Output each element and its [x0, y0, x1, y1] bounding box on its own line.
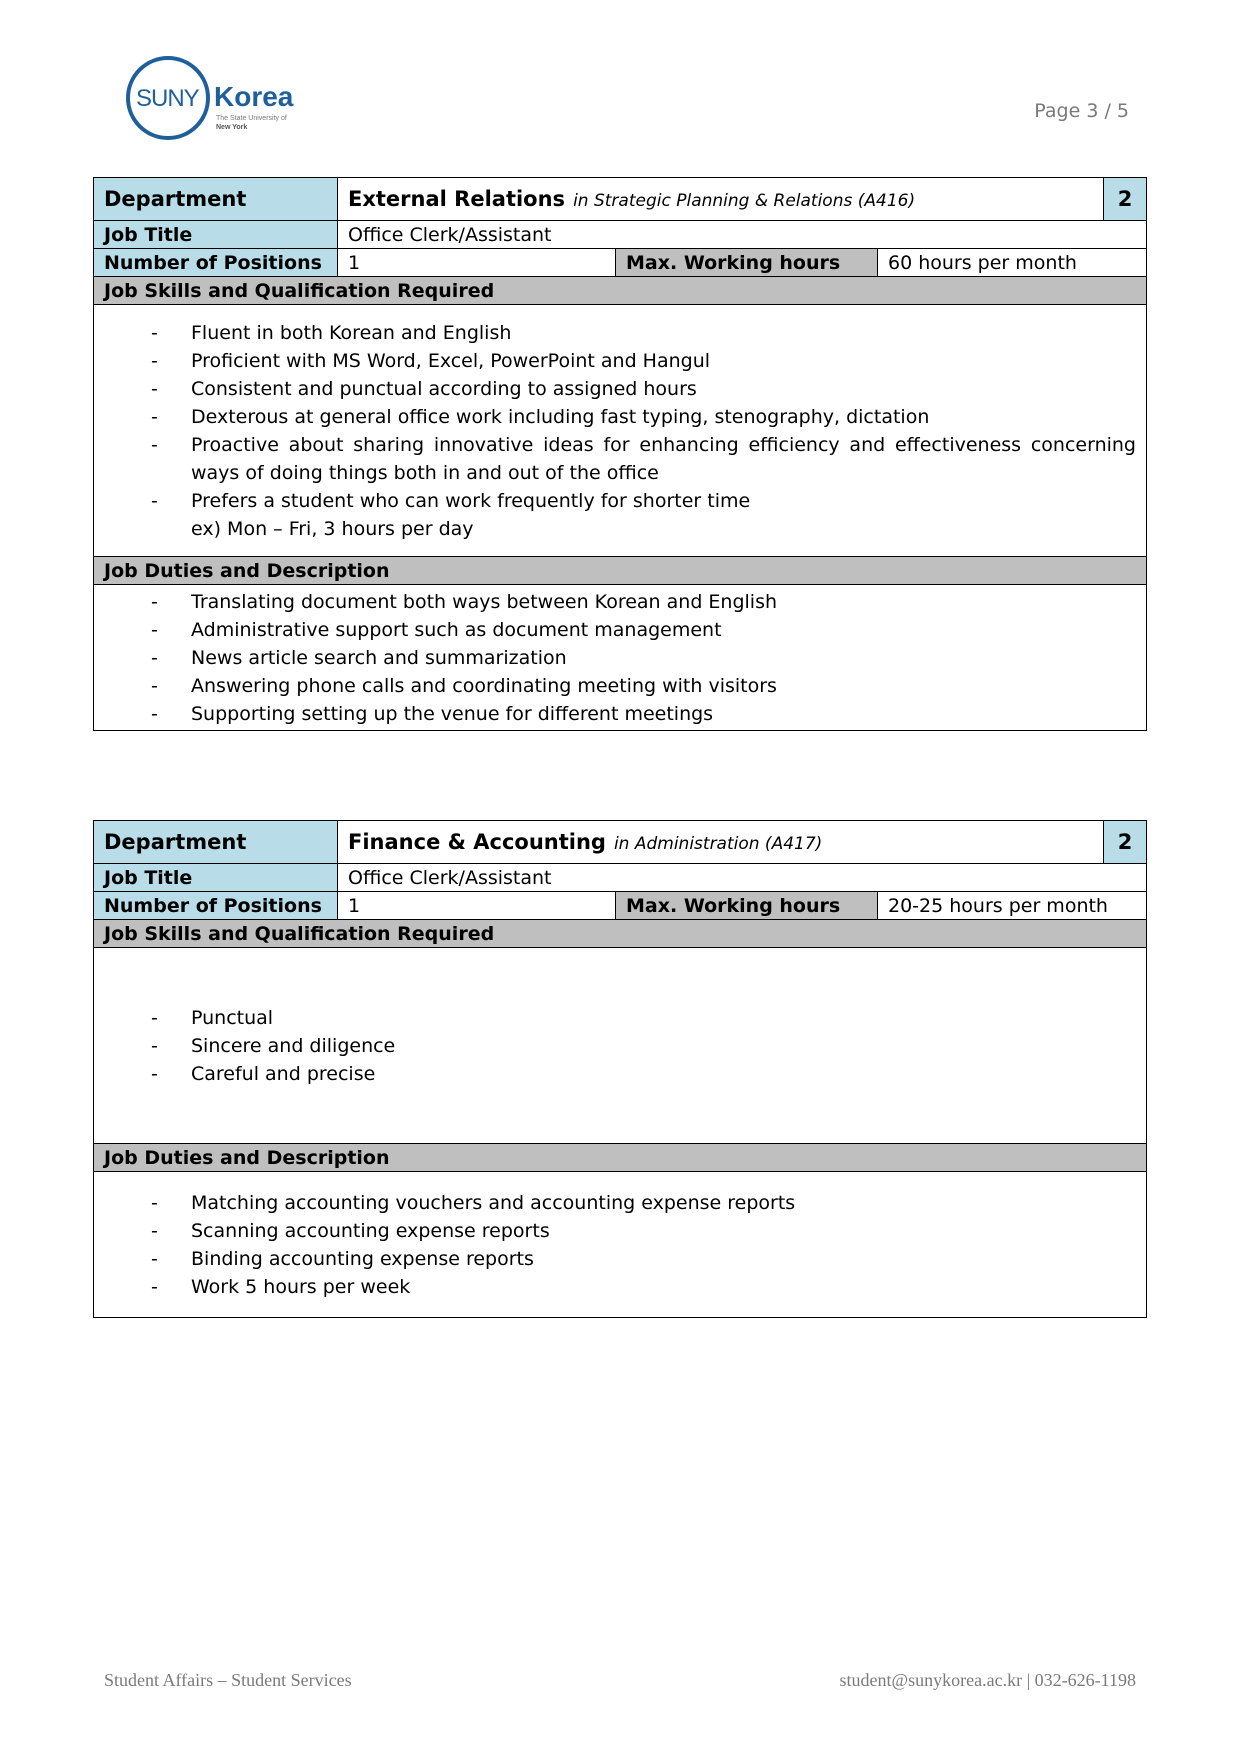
- skills-cell: [94, 948, 1147, 1144]
- duty-item: - Work 5 hours per week: [104, 1273, 1136, 1301]
- duties-header: Job Duties and Description: [94, 557, 1147, 585]
- skill-item: - Sincere and diligence: [104, 1032, 1136, 1060]
- job-table-finance-accounting: [93, 820, 1147, 1318]
- duty-item: - Supporting setting up the venue for different meetings: [104, 700, 1136, 728]
- skills-cell: [94, 305, 1147, 557]
- job-title-label: Job Title: [94, 221, 338, 249]
- department-sub: in Strategic Planning & Relations (A416): [573, 191, 916, 211]
- skill-item: - Dexterous at general office work including fast typing, stenography, dictation: [104, 403, 1136, 431]
- skills-list: [104, 1004, 1136, 1088]
- skills-list: [104, 319, 1136, 515]
- positions-value: 1: [338, 892, 616, 920]
- skills-note: ex) Mon – Fri, 3 hours per day: [191, 517, 474, 540]
- department-sub: in Administration (A417): [613, 834, 823, 854]
- skills-header: Job Skills and Qualification Required: [94, 277, 1147, 305]
- logo-sub1: The State University of: [216, 115, 287, 122]
- job-table-external-relations: [93, 177, 1147, 731]
- logo-mark: SUNY: [136, 85, 199, 112]
- logo-name: Korea: [214, 81, 294, 112]
- skill-item: - Careful and precise: [104, 1060, 1136, 1088]
- duties-list: [104, 588, 1136, 728]
- hours-value: 20-25 hours per month: [878, 892, 1147, 920]
- department-label: Department: [94, 178, 338, 221]
- footer-department: Student Affairs – Student Services: [104, 1670, 352, 1690]
- position-count: 2: [1104, 178, 1147, 221]
- footer-contact: student@sunykorea.ac.kr | 032-626-1198: [839, 1670, 1136, 1690]
- page-indicator: Page 3 / 5: [1034, 100, 1129, 122]
- positions-value: 1: [338, 249, 616, 277]
- department-name: External Relations: [348, 187, 566, 211]
- skill-item: - Consistent and punctual according to assigned hours: [104, 375, 1136, 403]
- skills-header: Job Skills and Qualification Required: [94, 920, 1147, 948]
- suny-korea-logo: [124, 54, 304, 144]
- department-cell: [338, 178, 1104, 221]
- duties-cell: [94, 1172, 1147, 1318]
- hours-label: Max. Working hours: [616, 249, 878, 277]
- job-title-value: Office Clerk/Assistant: [338, 864, 1147, 892]
- department-name: Finance & Accounting: [348, 830, 606, 854]
- duty-item: - News article search and summarization: [104, 644, 1136, 672]
- positions-label: Number of Positions: [94, 892, 338, 920]
- duty-item: - Answering phone calls and coordinating meeting with visitors: [104, 672, 1136, 700]
- duty-item: - Administrative support such as document management: [104, 616, 1136, 644]
- duties-cell: [94, 585, 1147, 731]
- department-label: Department: [94, 821, 338, 864]
- duties-list: [104, 1189, 1136, 1301]
- skill-item: - Prefers a student who can work frequently for shorter time: [104, 487, 1136, 515]
- hours-value: 60 hours per month: [878, 249, 1147, 277]
- duty-item: - Matching accounting vouchers and accounting expense reports: [104, 1189, 1136, 1217]
- duty-item: - Scanning accounting expense reports: [104, 1217, 1136, 1245]
- logo-sub2: New York: [216, 124, 248, 131]
- skill-item: - Proficient with MS Word, Excel, PowerPoint and Hangul: [104, 347, 1136, 375]
- skill-item: - Punctual: [104, 1004, 1136, 1032]
- skill-item: - Fluent in both Korean and English: [104, 319, 1136, 347]
- job-title-label: Job Title: [94, 864, 338, 892]
- department-cell: [338, 821, 1104, 864]
- hours-label: Max. Working hours: [616, 892, 878, 920]
- job-title-value: Office Clerk/Assistant: [338, 221, 1147, 249]
- position-count: 2: [1104, 821, 1147, 864]
- duty-item: - Binding accounting expense reports: [104, 1245, 1136, 1273]
- duties-header: Job Duties and Description: [94, 1144, 1147, 1172]
- positions-label: Number of Positions: [94, 249, 338, 277]
- duty-item: - Translating document both ways between Korean and English: [104, 588, 1136, 616]
- skill-item: - Proactive about sharing innovative ideas for enhancing efficiency and effectiveness concerning ways of doing things both in and out of the office: [104, 431, 1136, 487]
